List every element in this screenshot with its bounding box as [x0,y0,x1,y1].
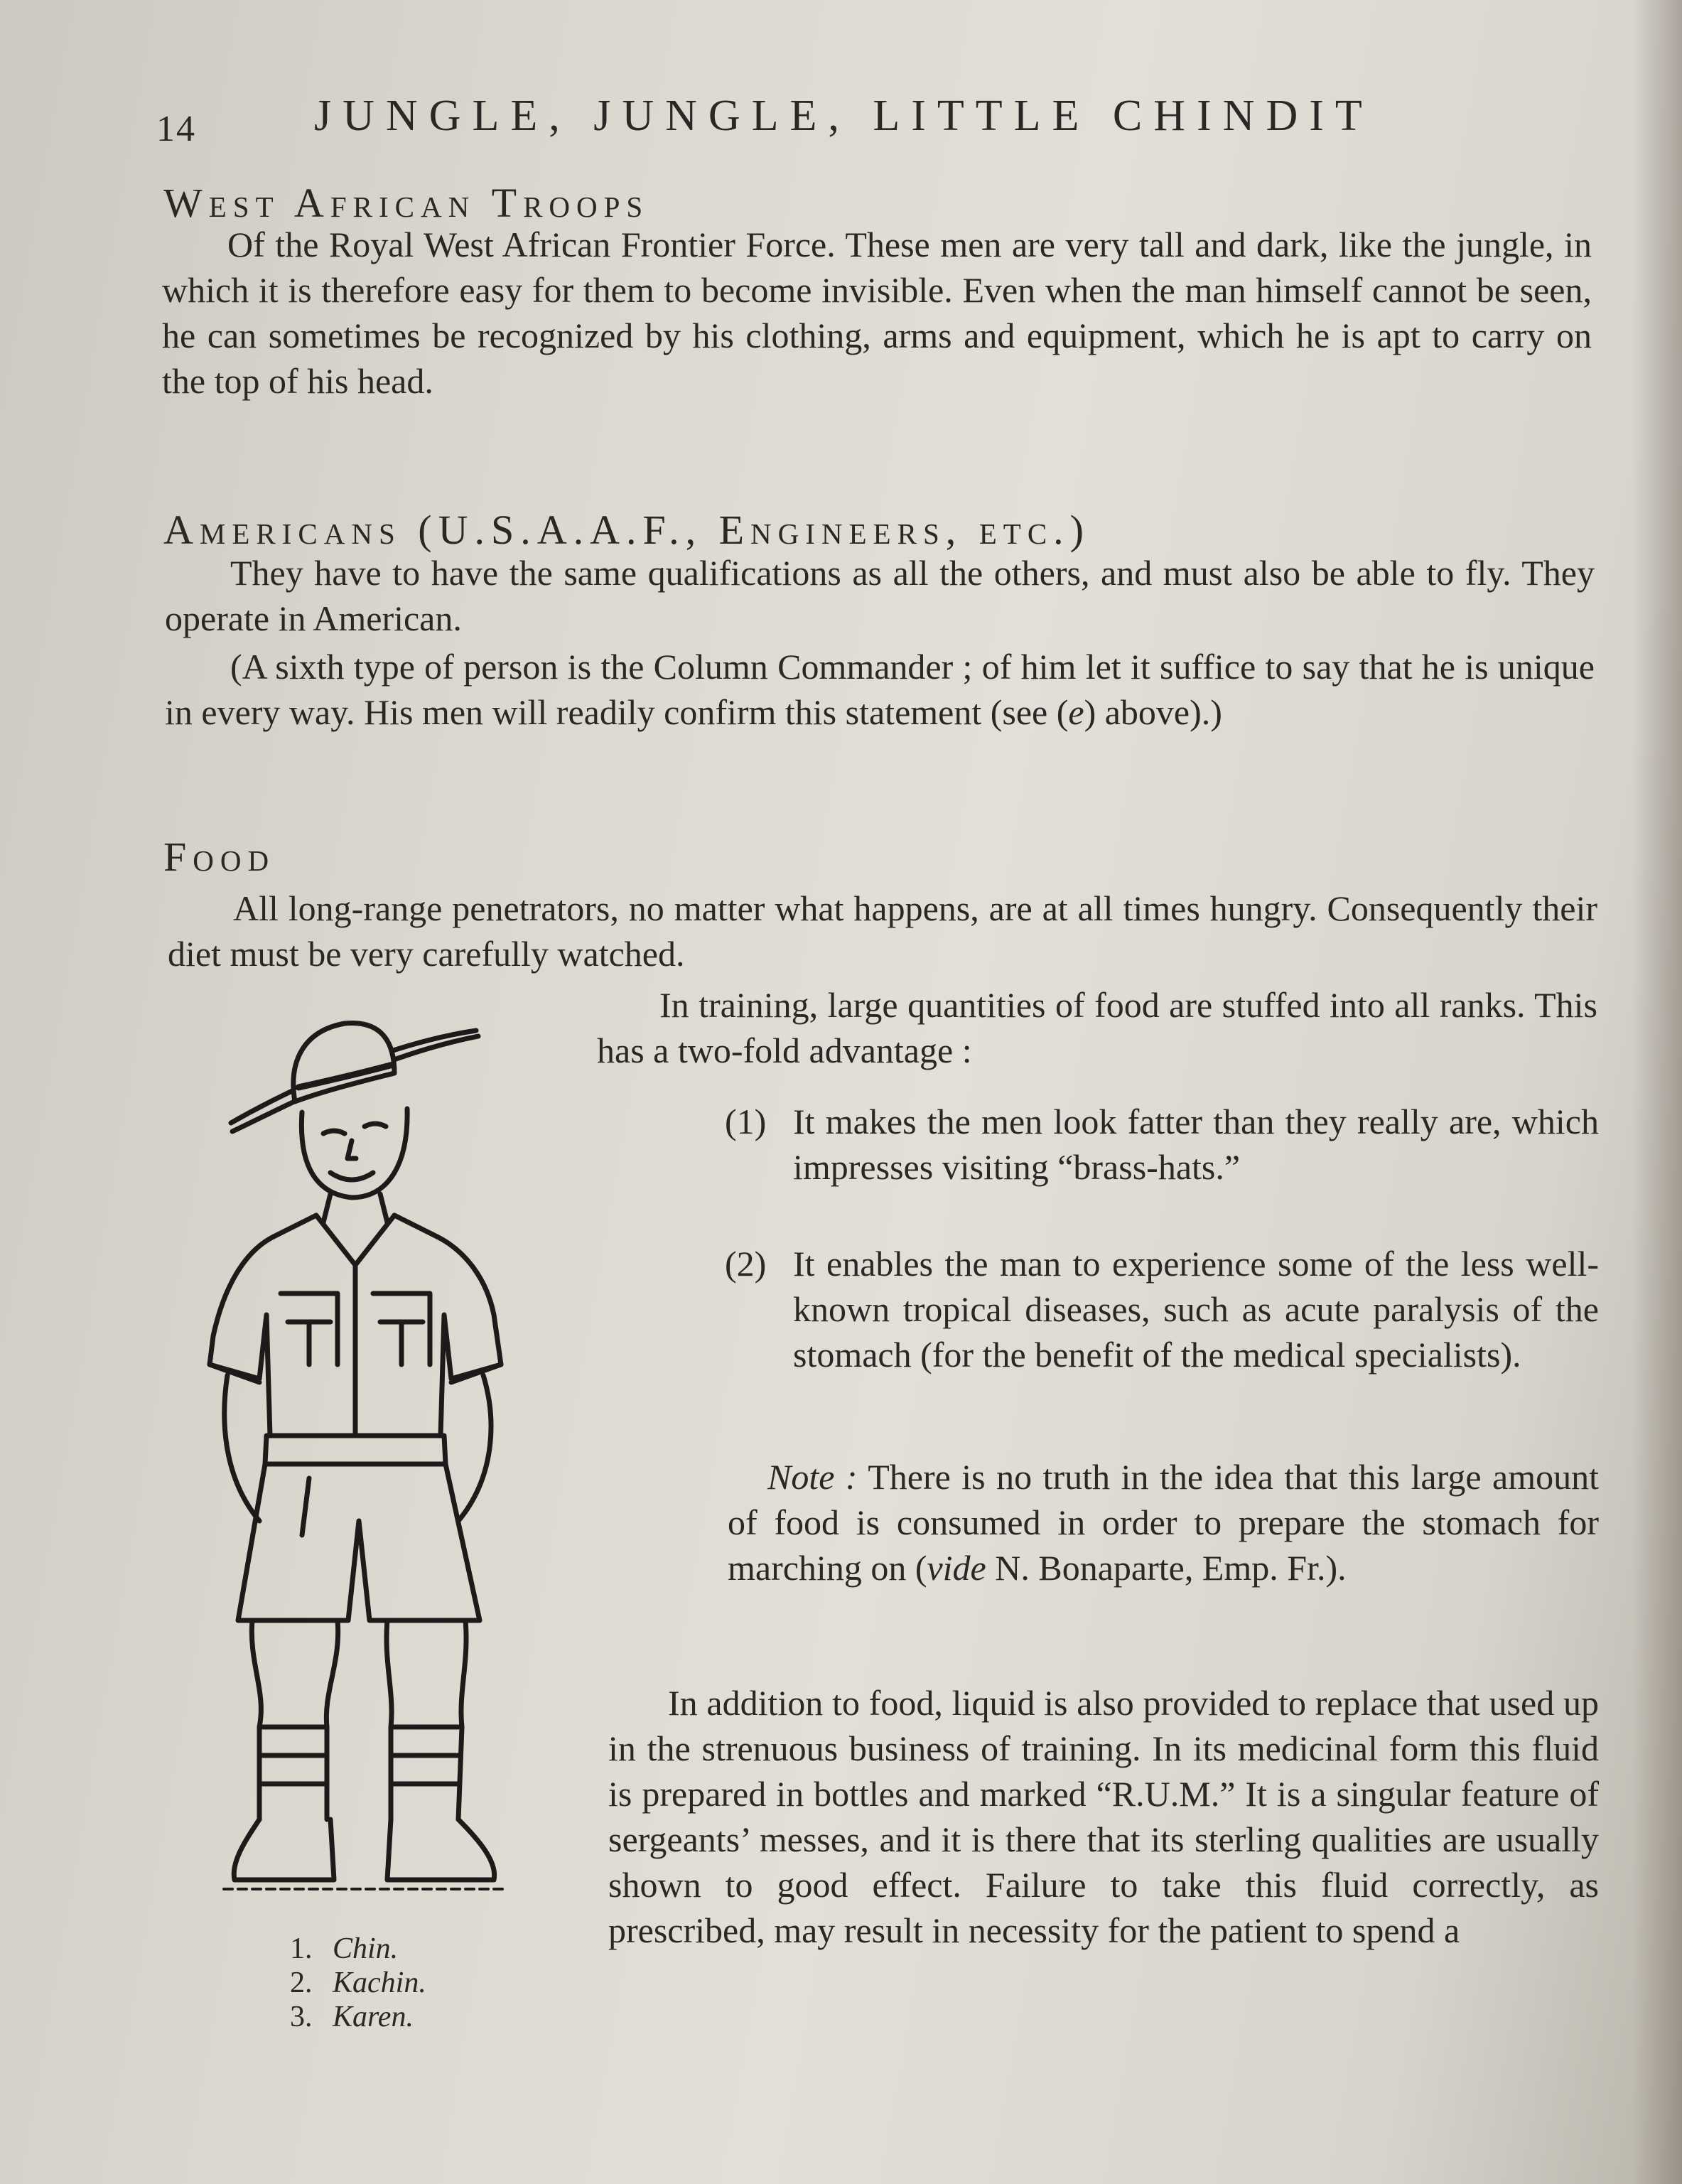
right-arm [458,1375,491,1521]
note-text: There is no truth in the idea that this large amount of food is consumed in order to prepare the stomach for marching on ( [728,1457,1600,1588]
caption-name: Chin. [333,1932,399,1965]
head [301,1109,407,1198]
right-boot [387,1819,495,1880]
west-african-paragraph: Of the Royal West African Frontier Force. These men are very tall and dark, like the jungle, in which it is therefore easy for them to become invisible. Even when the man himself cannot be seen, he can sometimes be recognized by his clothing, arms and equipment, which he is apt to carry on the top of his head. [162,225,1592,401]
caption-number: 3. [290,2001,313,2033]
page-edge-shadow [1632,0,1682,2184]
liquid-paragraph: In addition to food, liquid is also provided to replace that used up in the strenuous business of training. In its medicinal form this fluid is prepared in bottles and marked “R.U.M.” It is a singular feature of sergeants’ messes, and it is there that its sterling qualities are usually shown to good effect. Failure to take this fluid correctly, as prescribed, may result in necessity for the patient to spend a [608,1683,1599,1950]
caption-line [290,1932,426,1966]
left-arm [225,1375,259,1521]
caption-line [290,1966,426,2000]
caption-number: 1. [290,1932,313,1965]
food-intro-paragraph: All long-range penetrators, no matter what happens, are at all times hungry. Consequently their diet must be very carefully watched. [168,888,1597,974]
advantage-text: It makes the men look fatter than they really are, which impresses visiting “brass-hats.” [793,1102,1599,1187]
caption-name: Kachin. [333,1967,426,1999]
soldier-illustration [181,981,551,1919]
note-vide: vide [927,1548,986,1588]
left-leg [252,1620,338,1819]
americans-paragraph-2 [165,644,1595,735]
advantage-marker: (2) [725,1244,767,1284]
food-training-paragraph: In training, large quantities of food are stuffed into all ranks. This has a two-fold advantage : [597,985,1597,1070]
advantage-item-1 [725,1099,1599,1241]
running-title: JUNGLE, JUNGLE, LITTLE CHINDIT [314,92,1374,140]
heading-food: Food [163,834,276,880]
shirt-collar [316,1215,394,1265]
advantage-text: It enables the man to experience some of the less well-known tropical diseases, such as acute paralysis of the stomach (for the benefit of the medical specialists). [793,1244,1599,1375]
hat-crown [293,1023,394,1102]
shorts [238,1464,480,1620]
left-boot [234,1819,334,1880]
note-label: Note : [767,1457,858,1497]
caption-line [290,2000,426,2034]
caption-name: Karen. [333,2001,414,2033]
right-leg [387,1620,466,1819]
heading-west-african-troops: West African Troops [163,180,649,226]
belt [265,1436,446,1464]
advantage-marker: (1) [725,1102,767,1141]
column-commander-text-end: ) above).) [1084,692,1222,732]
note-paragraph [728,1454,1599,1591]
americans-paragraph-1: They have to have the same qualifications as all the others, and must also be able to fly. They operate in American. [165,553,1595,638]
caption-number: 2. [290,1967,313,1999]
illustration-caption [290,1932,426,2034]
note-end: N. Bonaparte, Emp. Fr.). [995,1548,1347,1588]
page-number: 14 [156,109,196,149]
heading-americans: Americans (U.S.A.A.F., Engineers, etc.) [163,507,1090,553]
advantage-item-2 [725,1241,1599,1426]
page-header [156,91,1578,148]
column-commander-text: (A sixth type of person is the Column Commander ; of him let it suffice to say that he is unique in every way. His men will readily confirm this statement (see ( [165,647,1595,732]
reference-e: e [1068,692,1084,732]
